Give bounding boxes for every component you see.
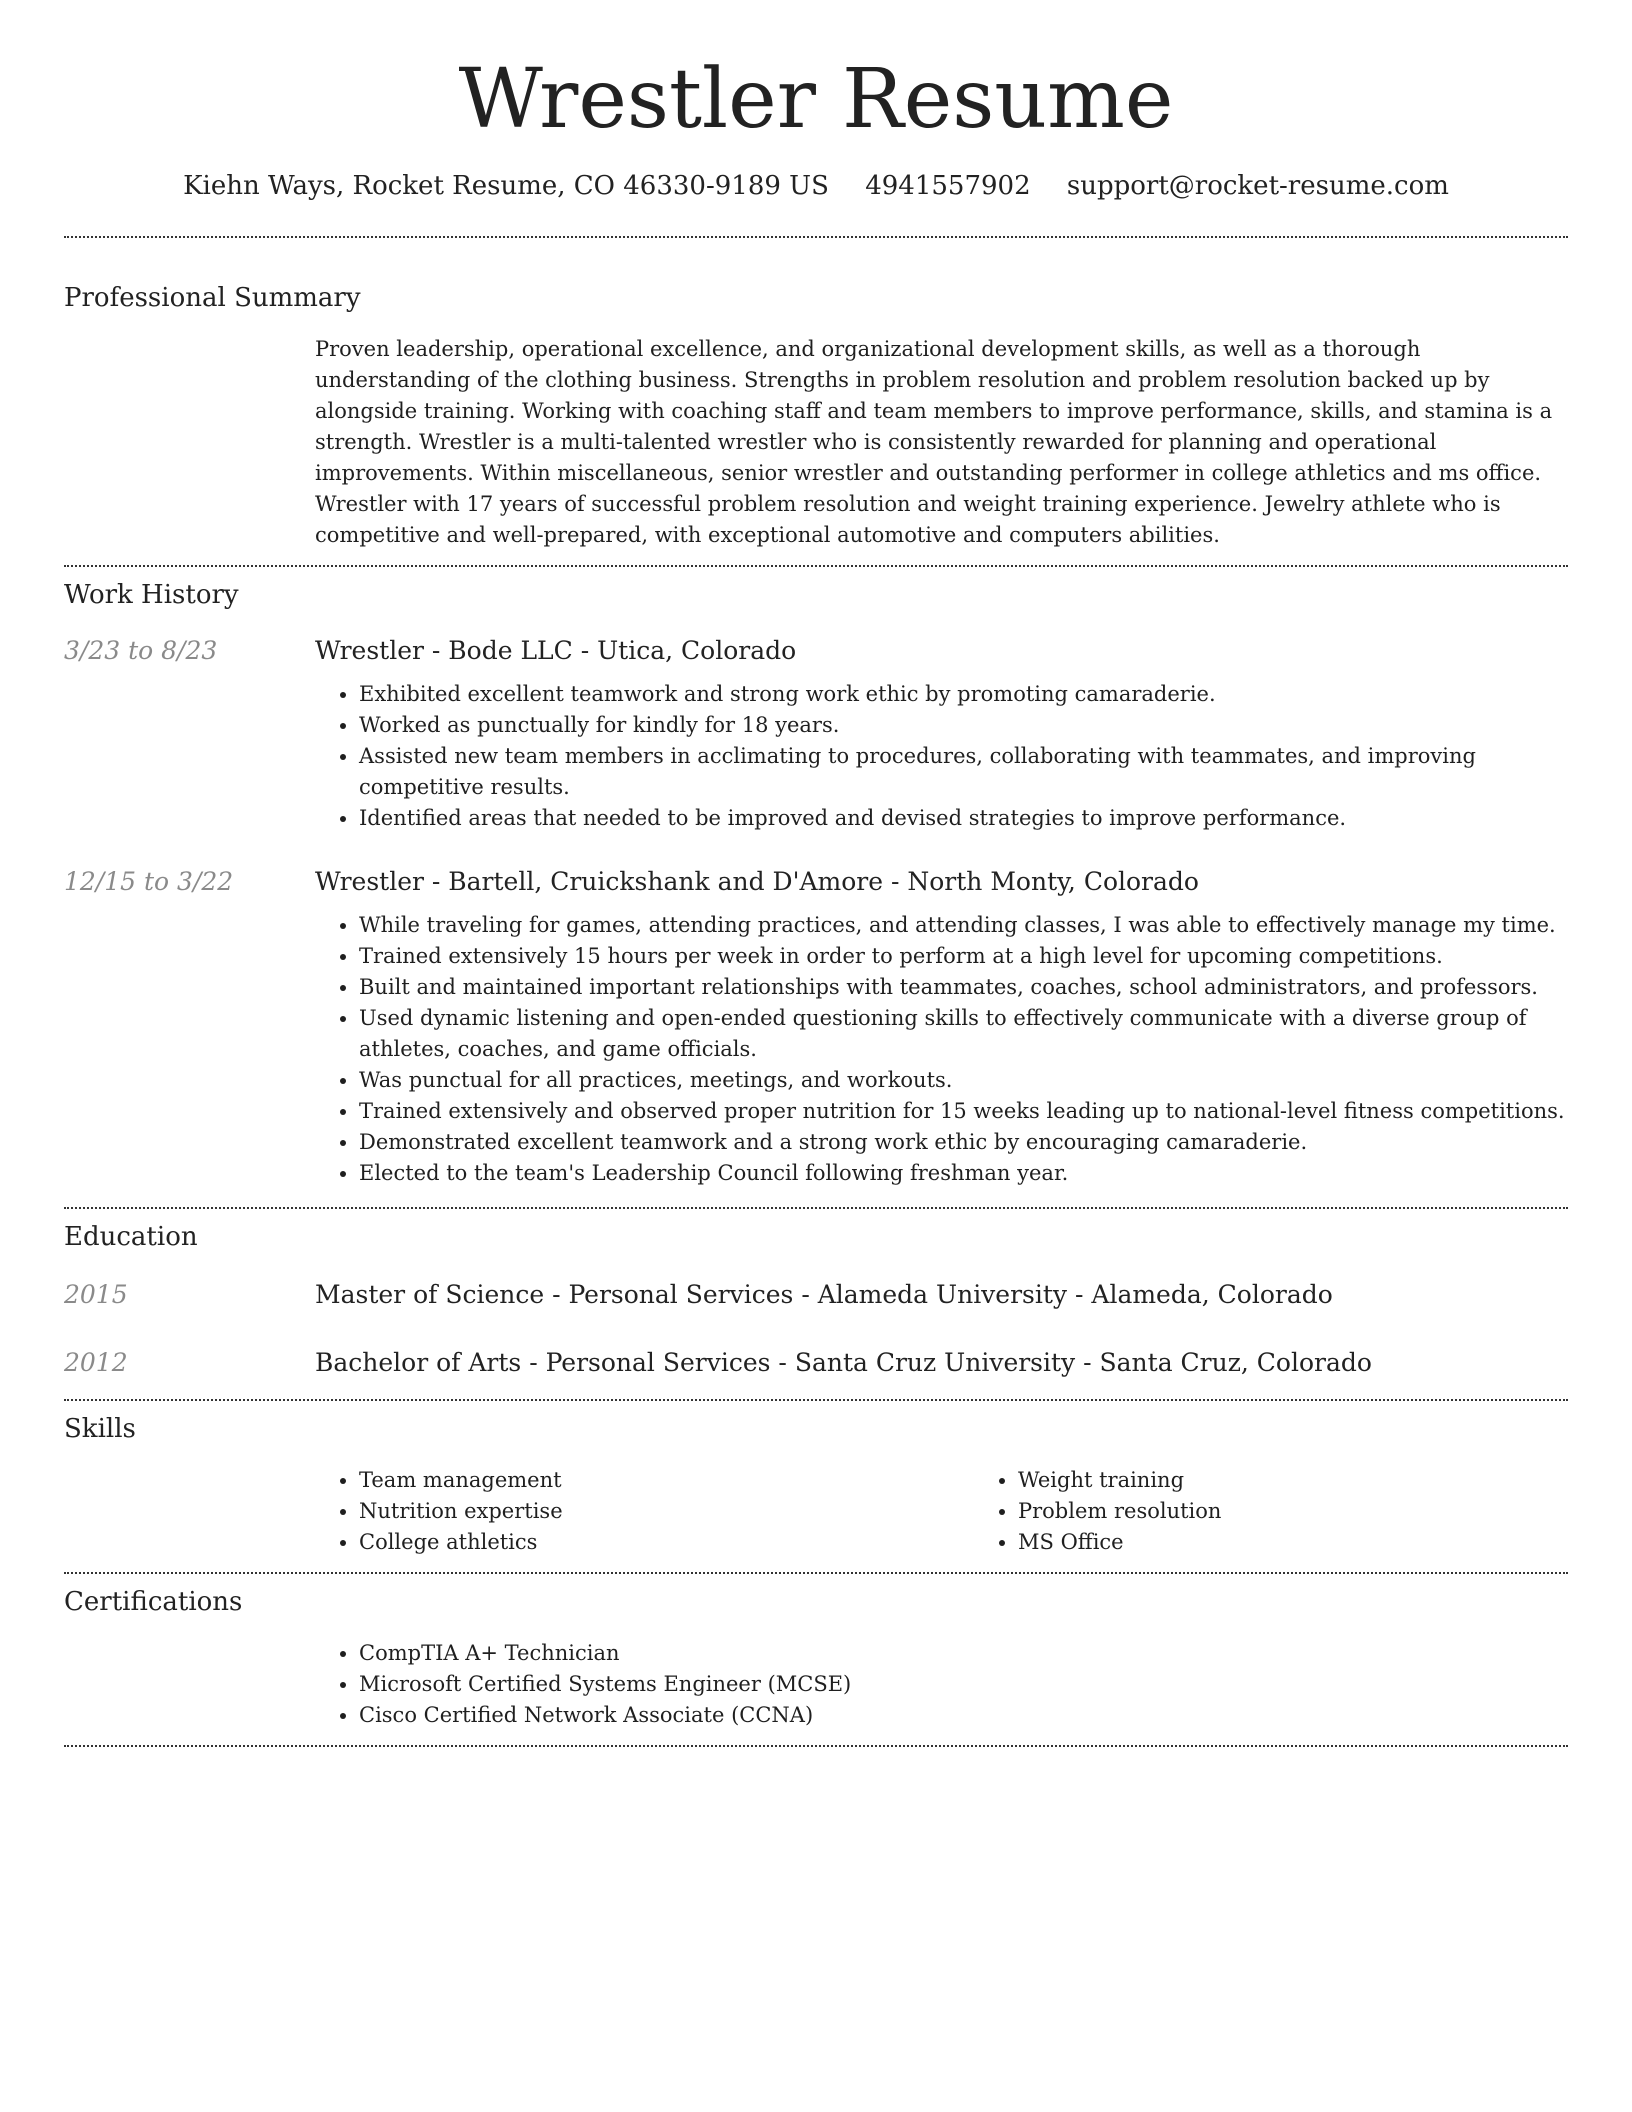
list-item: • MS Office: [1018, 1527, 1568, 1558]
list-item: • College athletics: [359, 1527, 974, 1558]
certifications-spacer: [64, 1628, 315, 1731]
contact-line: [64, 168, 1568, 204]
list-item: • Built and maintained important relationships with teammates, coaches, school administrators, and professors.: [359, 972, 1568, 1003]
list-item: • Identified areas that needed to be improved and devised strategies to improve performance.: [359, 803, 1568, 834]
education-year: 2015: [64, 1280, 128, 1309]
list-item: • Demonstrated excellent teamwork and a strong work ethic by encouraging camaraderie.: [359, 1127, 1568, 1158]
divider: [64, 1745, 1568, 1747]
list-item: • Exhibited excellent teamwork and strong work ethic by promoting camaraderie.: [359, 679, 1568, 710]
job-dates: 12/15 to 3/22: [64, 867, 234, 896]
skills-section: [64, 1401, 1568, 1558]
resume-title: Wrestler Resume: [458, 52, 1174, 147]
list-item: • Cisco Certified Network Associate (CCNA): [359, 1700, 1568, 1731]
skills-spacer: [64, 1455, 315, 1558]
education-degree: Bachelor of Arts - Personal Services - Santa Cruz University - Santa Cruz, Colorado: [315, 1348, 1372, 1377]
list-item: • Elected to the team's Leadership Council following freshman year.: [359, 1158, 1568, 1189]
list-item: • Weight training: [1018, 1465, 1568, 1496]
work-history-section: [64, 567, 1568, 1189]
list-item: • While traveling for games, attending practices, and attending classes, I was able to effectively manage my time.: [359, 910, 1568, 941]
summary-section: [64, 238, 1568, 551]
skills-row: [64, 1455, 1568, 1558]
skills-list-col2: [974, 1465, 1568, 1558]
summary-spacer: [64, 334, 315, 551]
list-item: • Trained extensively 15 hours per week in order to perform at a high level for upcoming competitions.: [359, 941, 1568, 972]
summary-text: Proven leadership, operational excellence, and organizational development skills, as well as a thorough understanding of the clothing business. Strengths in problem resolution and problem resolution backed up by alongside training. Working with coaching staff and team members to improve performance, skills, and stamina is a strength. Wrestler is a multi-talented wrestler who is consistently rewarded for planning and operational improvements. Within miscellaneous, senior wrestler and outstanding performer in college athletics and ms office. Wrestler with 17 years of successful problem resolution and weight training experience. Jewelry athlete who is competitive and well-prepared, with exceptional automotive and computers abilities.: [315, 337, 1553, 547]
list-item: • Was punctual for all practices, meetings, and workouts.: [359, 1065, 1568, 1096]
list-item: • CompTIA A+ Technician: [359, 1638, 1568, 1669]
contact-phone: 4941557902: [865, 171, 1031, 201]
certifications-list: [315, 1638, 1568, 1731]
certifications-row: [64, 1628, 1568, 1731]
section-title-certifications: Certifications: [64, 1587, 243, 1617]
job-bullets: [315, 910, 1568, 1189]
education-entry: [64, 1277, 1568, 1313]
certifications-section: [64, 1574, 1568, 1731]
summary-row: [64, 334, 1568, 551]
education-degree: Master of Science - Personal Services - Alameda University - Alameda, Colorado: [315, 1280, 1333, 1309]
education-entry: [64, 1345, 1568, 1381]
list-item: • Worked as punctually for kindly for 18 years.: [359, 710, 1568, 741]
job-title: Wrestler - Bode LLC - Utica, Colorado: [315, 636, 797, 665]
list-item: • Used dynamic listening and open-ended questioning skills to effectively communicate with a diverse group of athletes, coaches, and game officials.: [359, 1003, 1568, 1065]
education-section: [64, 1209, 1568, 1381]
job-dates: 3/23 to 8/23: [64, 636, 218, 665]
skills-list-col1: [315, 1465, 974, 1558]
job-entry: [64, 864, 1568, 1189]
section-title-education: Education: [64, 1222, 198, 1252]
list-item: • Microsoft Certified Systems Engineer (MCSE): [359, 1669, 1568, 1700]
contact-email: support@rocket-resume.com: [1066, 171, 1449, 201]
list-item: • Team management: [359, 1465, 974, 1496]
education-year: 2012: [64, 1348, 128, 1377]
list-item: • Trained extensively and observed proper nutrition for 15 weeks leading up to national-level fitness competitions.: [359, 1096, 1568, 1127]
list-item: • Problem resolution: [1018, 1496, 1568, 1527]
contact-address: Kiehn Ways, Rocket Resume, CO 46330-9189 US: [183, 171, 829, 201]
job-title: Wrestler - Bartell, Cruickshank and D'Amore - North Monty, Colorado: [315, 867, 1199, 896]
list-item: • Assisted new team members in acclimating to procedures, collaborating with teammates, and improving competitive results.: [359, 741, 1568, 803]
job-entry: [64, 633, 1568, 834]
section-title-summary: Professional Summary: [64, 283, 361, 313]
list-item: • Nutrition expertise: [359, 1496, 974, 1527]
section-title-skills: Skills: [64, 1414, 136, 1444]
job-bullets: [315, 679, 1568, 834]
section-title-work: Work History: [64, 580, 239, 610]
